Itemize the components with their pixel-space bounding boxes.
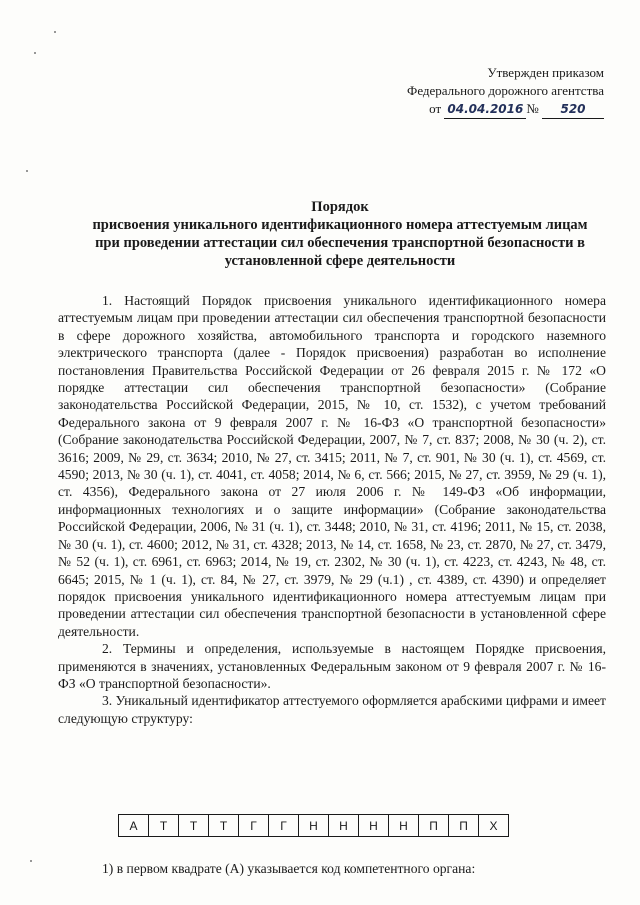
handwritten-date: 04.04.2016 [444,100,526,119]
paragraph-1: 1. Настоящий Порядок присвоения уникального идентификационного номера аттестуемым лицам при проведении аттестации сил обеспечения транспортной безопасности в сфере дорожного хозяйства, автомобильного транспорта и городского наземного электрического транспорта (далее - Порядок присвоения) разработан во исполнение постановления Правительства Российской Федерации от 26 февраля 2015 г. № 172 «О порядке аттестации сил обеспечения транспортной безопасности» (Собрание законодательства Российской Федерации, 2015, № 10, ст. 1532), с учетом требований Федерального закона от 9 февраля 2007 г. № 16-ФЗ «О транспортной безопасности» (Собрание законодательства Российской Федерации, 2007, № 7, ст. 837; 2008, № 30 (ч. 2), ст. 3616; 2009, № 29, ст. 3634; 2010, № 27, ст. 3415; 2011, № 7, ст. 901, № 30 (ч. 1), ст. 4569, ст. 4590; 2013, № 30 (ч. 1), ст. 4041, ст. 4058; 2014, № 6, ст. 566; 2015, № 27, ст. 3959, № 29 (ч. 1), ст. 4356), Федерального закона от 27 июля 2006 г. № 149-ФЗ «Об информации, информационных технологиях и о защите информации» (Собрание законодательства Российской Федерации, 2006, № 31 (ч. 1), ст. 3448; 2010, № 31, ст. 4196; 2011, № 15, ст. 2038, № 30 (ч. 1), ст. 4600; 2012, № 31, ст. 4328; 2013, № 14, ст. 1658, № 23, ст. 2870, № 27, ст. 3479, № 52 (ч. 1), ст. 6961, ст. 6963; 2014, № 19, ст. 2302, № 30 (ч. 1), ст. 4223, ст. 4243, № 48, ст. 6645; 2015, № 1 (ч. 1), ст. 84, № 27, ст. 3979, № 29 (ч.1) , ст. 4389, ст. 4390) и определяет порядок присвоения уникального идентификационного номера аттестуемым лицам при проведении аттестации сил обеспечения транспортной безопасности в установленной сфере деятельности. [58,293,606,639]
id-cell: Г [239,815,269,837]
id-cell: А [119,815,149,837]
document-body [58,292,606,727]
approval-line-2: Федерального дорожного агентства [407,83,604,98]
title-subtitle: присвоения уникального идентификационного номера аттестуемым лицам при проведении аттестации сил обеспечения транспортной безопасности в установленной сфере деятельности [92,217,588,269]
id-cell: Н [329,815,359,837]
id-cell: П [419,815,449,837]
paragraph-2: 2. Термины и определения, используемые в настоящем Порядке присвоения, применяются в значениях, установленных Федеральным законом от 9 февраля 2007 г. № 16-ФЗ «О транспортной безопасности». [58,641,606,691]
identifier-structure-row [119,815,509,837]
id-cell: Н [299,815,329,837]
approval-date-number-line [404,100,604,119]
number-label: № [526,101,539,116]
from-label: от [429,101,442,116]
paragraph-3: 3. Уникальный идентификатор аттестуемого оформляется арабскими цифрами и имеет следующую структуру: [58,693,606,726]
id-cell: Т [179,815,209,837]
identifier-structure-table [118,814,509,837]
id-cell: Г [269,815,299,837]
id-cell: Н [389,815,419,837]
id-cell: Т [149,815,179,837]
approval-line-1: Утвержден приказом [487,65,604,80]
id-cell: Н [359,815,389,837]
handwritten-number: 520 [542,100,604,119]
approval-block [404,64,604,119]
scan-speck [26,170,28,172]
id-cell: Х [479,815,509,837]
id-cell: Т [209,815,239,837]
scan-speck [34,52,36,54]
document-title [90,198,590,270]
id-cell: П [449,815,479,837]
scan-speck [54,31,56,33]
list-item-1: 1) в первом квадрате (А) указывается код компетентного органа: [102,861,476,876]
scan-speck [30,860,32,862]
title-main: Порядок [311,199,369,215]
